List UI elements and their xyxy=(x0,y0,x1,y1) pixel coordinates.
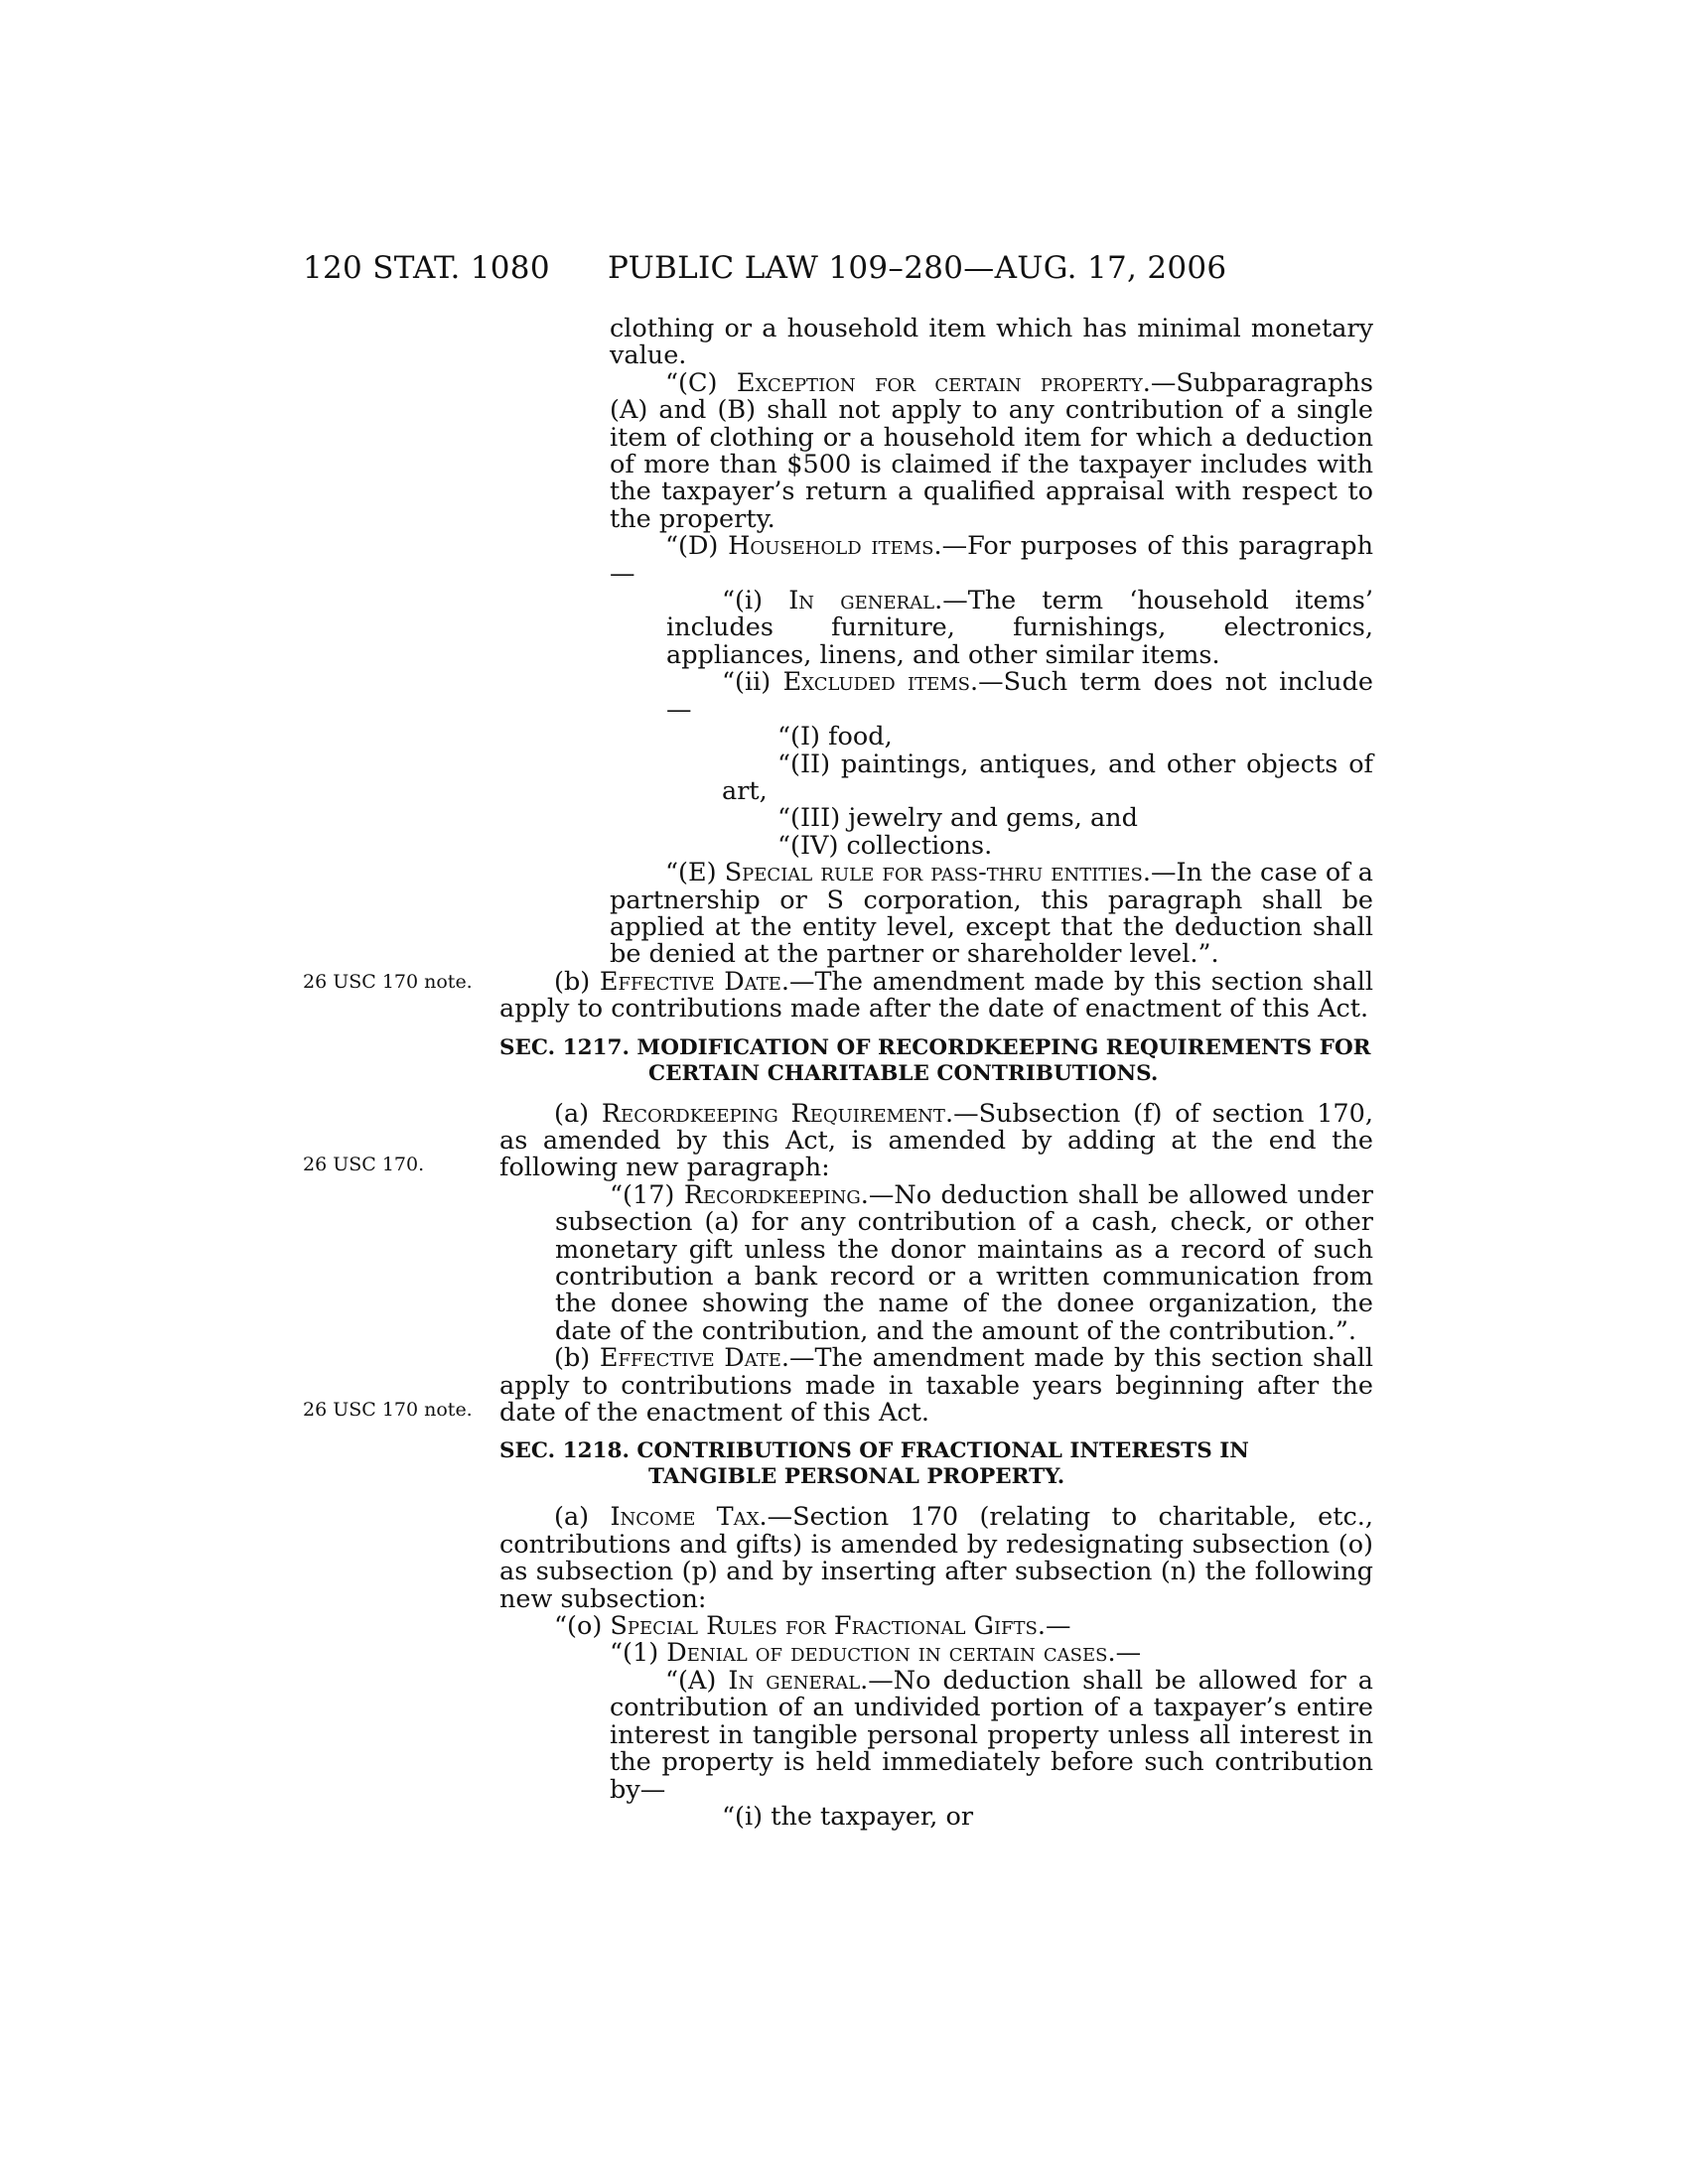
section-heading-1218: SEC. 1218. CONTRIBUTIONS OF FRACTIONAL INTERESTS IN TANGIBLE PERSONAL PROPERTY. xyxy=(499,1438,1249,1490)
text: —Such term does not include— xyxy=(666,667,1373,725)
subclause-ii: “(II) paintings, antiques, and other objects of art, xyxy=(722,749,1373,806)
paragraph-continuation: clothing or a household item which has minimal monetary value. xyxy=(610,314,1373,371)
label: “(o) xyxy=(554,1611,611,1642)
clause-i xyxy=(499,588,1373,669)
caption: Effective Date. xyxy=(599,1343,789,1374)
effective-date-1217 xyxy=(499,1345,1373,1427)
statute-page-number: 120 STAT. 1080 xyxy=(303,250,550,286)
section-heading-1217: SEC. 1217. MODIFICATION OF RECORDKEEPING REQUIREMENTS FOR CERTAIN CHARITABLE CONTRIBUTIONS. xyxy=(499,1034,1371,1086)
caption: Effective Date. xyxy=(599,966,789,997)
text: —No deduction shall be allowed under subsection (a) for any contribution of a cash, check, or other monetary gift unless the donor maintains as a record of such contribution a bank record or a written communication from the donee showing the name of the donee organization, the date of the contribution, and the amount of the contribution.”. xyxy=(555,1179,1373,1346)
label: “(D) xyxy=(665,531,729,562)
caption: Household items. xyxy=(728,531,942,562)
caption: Special rule for pass-thru entities. xyxy=(724,858,1151,888)
label: (a) xyxy=(554,1098,602,1129)
text: —In the case of a partnership or S corporation, this paragraph shall be applied at the entity level, except that the deduction shall be denied at the partner or shareholder level.”. xyxy=(610,858,1373,970)
text: —For purposes of this paragraph— xyxy=(610,531,1374,589)
text: —Section 170 (relating to charitable, etc., contributions and gifts) is amended by redesignating subsection (o) as subsection (p) and by inserting after subsection (n) the following new subsection: xyxy=(499,1502,1373,1614)
label: “(1) xyxy=(610,1638,667,1669)
subparagraph-a xyxy=(499,1665,1373,1805)
label: “(ii) xyxy=(722,667,783,698)
caption: Special Rules for Fractional Gifts. xyxy=(610,1611,1046,1642)
paragraph-17 xyxy=(499,1179,1373,1346)
label: “(i) xyxy=(722,586,789,616)
caption: In general. xyxy=(728,1665,869,1696)
text: —Subparagraphs (A) and (B) shall not apply to any contribution of a single item of clothing or a household item for which a deduction of more than $500 is claimed if the taxpayer includes with the taxpayer’s return a qualified appraisal with respect to the property. xyxy=(610,367,1373,534)
recordkeeping-requirement xyxy=(499,1098,1373,1183)
clause-i-taxpayer: “(i) the taxpayer, or xyxy=(722,1801,974,1832)
clause-ii xyxy=(499,669,1373,724)
label: (b) xyxy=(554,966,600,997)
label: (b) xyxy=(554,1343,600,1374)
caption: Recordkeeping. xyxy=(683,1179,869,1210)
margin-note-1: 26 USC 170 note. xyxy=(303,971,473,993)
text: —No deduction shall be allowed for a contribution of an undivided portion of a taxpayer’s entire interest in tangible personal property unless all interest in the property is held immediately before such contribution by— xyxy=(610,1665,1373,1805)
subparagraph-e xyxy=(499,860,1373,969)
document-body xyxy=(499,316,1373,1831)
caption: Excluded items. xyxy=(782,667,979,698)
income-tax xyxy=(499,1504,1373,1613)
subclause-i: “(I) food, xyxy=(777,722,893,752)
subsection-o xyxy=(499,1613,1373,1640)
text: —The term ‘household items’ includes furniture, furnishings, electronics, appliances, linens, and other similar items. xyxy=(666,586,1373,670)
label: (a) xyxy=(554,1502,611,1533)
label: “(17) xyxy=(610,1179,684,1210)
paragraph-1 xyxy=(499,1640,1373,1667)
caption: In general. xyxy=(788,586,943,616)
subclause-iii: “(III) jewelry and gems, and xyxy=(777,803,1138,834)
text: —The amendment made by this section shall apply to contributions made after the date of enactment of this Act. xyxy=(499,966,1374,1024)
subclause-iv: “(IV) collections. xyxy=(777,830,993,861)
caption: Recordkeeping Requirement. xyxy=(601,1098,954,1129)
text: — xyxy=(1115,1638,1142,1669)
subparagraph-c xyxy=(499,367,1373,534)
label: “(C) xyxy=(665,367,737,398)
caption: Exception for certain property. xyxy=(736,367,1151,398)
margin-note-2: 26 USC 170. xyxy=(303,1154,425,1175)
subparagraph-d xyxy=(499,533,1373,588)
label: “(E) xyxy=(665,858,725,888)
running-header: PUBLIC LAW 109–280—AUG. 17, 2006 xyxy=(608,250,1227,286)
text: —The amendment made by this section shall apply to contributions made in taxable years beginning after the date of the enactment of this Act. xyxy=(499,1343,1374,1429)
text: — xyxy=(1045,1611,1071,1642)
label: “(A) xyxy=(665,1665,729,1696)
caption: Income Tax. xyxy=(610,1502,768,1533)
caption: Denial of deduction in certain cases. xyxy=(666,1638,1116,1669)
effective-date-1216 xyxy=(499,966,1374,1024)
margin-note-3: 26 USC 170 note. xyxy=(303,1399,473,1421)
text: —Subsection (f) of section 170, as amended by this Act, is amended by adding at the end the following new paragraph: xyxy=(499,1098,1373,1183)
